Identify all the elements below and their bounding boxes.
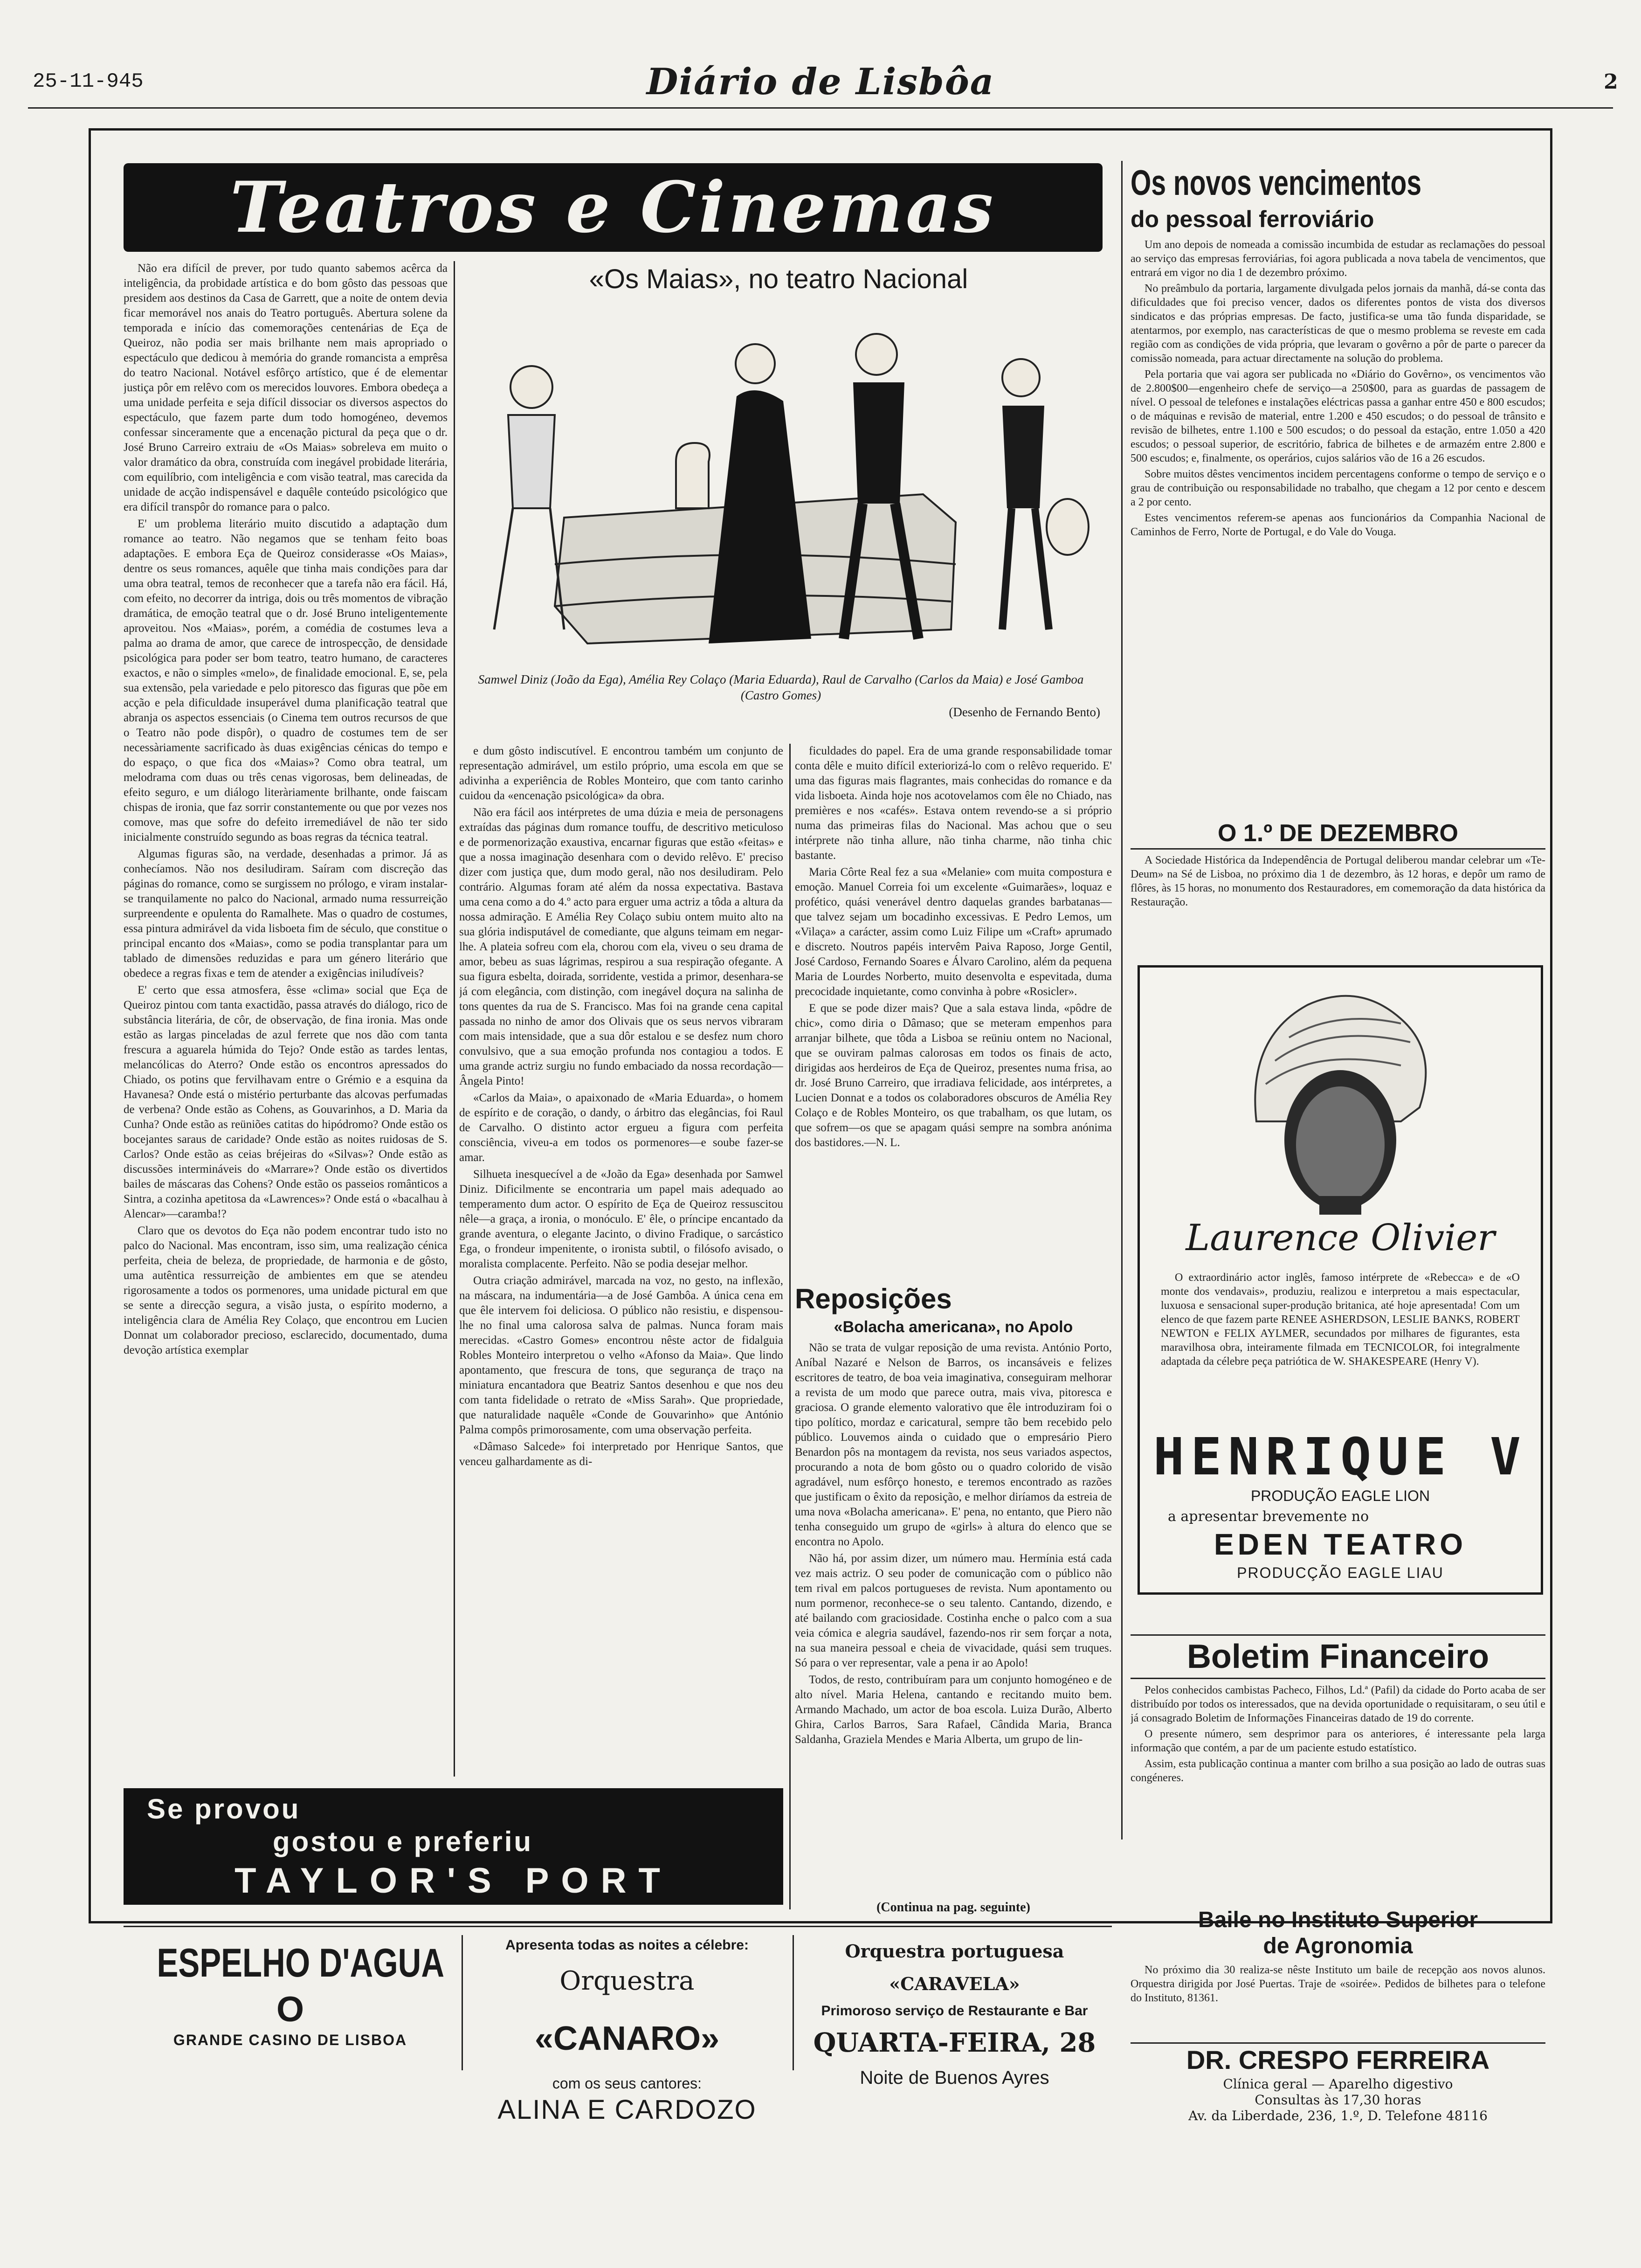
article-paragraph: «Carlos da Maia», o apaixonado de «Maria Eduarda», o homem de espírito e de coração, o dandy, o árbitro das elegâncias, foi Raul de Carvalho. O distinto actor ergueu a figura com perfeita consciência, viveu-a em todos os pormenores—e soube fazer-se amar. xyxy=(459,1092,783,1164)
reposicoes-body xyxy=(795,1341,1112,1900)
article-paragraph: e dum gôsto indiscutível. E encontrou também um conjunto de representação admirável, um estilo próprio, uma escola em que se adivinha a experiência de Robles Monteiro, que com tanto carinho cuidou da «encenação psicológica» da obra. xyxy=(459,745,783,802)
henrique-body: O extraordinário actor inglês, famoso intérprete de «Rebecca» e de «O monte dos vendavais», produziu, realizou e interpretou a mais espectacular, luxuosa e sensacional super-produção britanica, até hoje apresentada! Com um elenco de que fazem parte RENEE ASHERDSON, LESLIE BANKS, ROBERT NEWTON e FELIX AYLMER, secundados por milhares de figurantes, esta maravilhosa obra, inteiramente filmada em TECNICOLOR, foi integralmente adaptada da célebre peça patriótica de W. SHAKESPEARE (Henry V). xyxy=(1161,1272,1520,1368)
doctor-line2: Consultas às 17,30 horas xyxy=(1255,2092,1421,2108)
reposicoes-paragraph: Todos, de resto, contribuíram para um conjunto homogéneo e de alto nível. Maria Helena, cantando e recitando muito bem. Armando Machado, um actor de boa escola. Luiza Durão, Alberto Ghira, Carlos Barros, Sara Rafael, Cândida Maria, Branca Saldanha, Graziela Mendes e Maria Alberta, um grupo de lin- xyxy=(795,1673,1112,1746)
article-column-2 xyxy=(459,744,783,1779)
masthead-rule xyxy=(28,107,1613,109)
article-paragraph: Não era fácil aos intérpretes de uma dúzia e meia de personagens extraídas das páginas dum romance touffu, de descritivo meticuloso e de pormenorização exaustiva, encarnar figuras que estão «feitas» e que a nossa imaginação desenhara com o devido relêvo. E' preciso dizer com justiça que, dum modo geral, não nos desiludiram. Pelo contrário. Algumas foram até além da nossa expectativa. Bastava uma cena como a do 4.º acto para erguer uma actriz a tôda a altura da nossa admiração. E Amélia Rey Colaço subiu ontem muito alto na sua glória indisputável de comediante, que alguns teimam em negar-lhe. A plateia sofreu com ela, chorou com ela, viveu o seu drama de amor, bebeu as suas lágrimas, respirou a sua respiração ofegante. A sua figura esbelta, doirada, sorridente, vestida a primor, desenhara-se já com elegância, com distinção, com inegável doçura na salinha de tons quentes da rua de S. Francisco. Mas foi na grande cena capital passada no ninho de amor dos Olivais que os seus nervos vibraram com mais intensidade, que a sua dôr estalou e se desfez num choro convulsivo, que a sua emoção profunda nos contagiou a todos. E uma grande actriz surgiu no fundo embaciado da nossa recordação—Ângela Pinto! xyxy=(459,806,783,1087)
boletim-title: Boletim Financeiro xyxy=(1131,1634,1545,1679)
espelho-footer: GRANDE CASINO DE LISBOA xyxy=(173,2032,407,2048)
article-paragraph: Claro que os devotos do Eça não podem encontrar tudo isto no palco do Nacional. Mas encontram, isso sim, uma realização cénica perfeita, cheia de beleza, de propriedade, de harmonia e de gôsto, uma autêntica ressurreição de ambientes em que se atendeu rigorosamente a todos os pormenores, uma unidade pictural em que se sente a direcção segura, a visão justa, o espírito moderno, a inteligência clara de Amélia Rey Colaço, que encontrou em Lucien Donnat um colaborador precioso, esclarecido, documentado, duma devoção artística exemplar xyxy=(124,1224,448,1356)
espelho-ad xyxy=(124,1935,457,2070)
boletim-paragraph: Assim, esta publicação continua a manter com brilho a sua posição ao lado de outras suas congéneres. xyxy=(1131,1758,1545,1784)
baile-title-line1: Baile no Instituto Superior xyxy=(1198,1908,1478,1932)
espelho-symbol: O xyxy=(276,1990,304,2029)
article-paragraph: Maria Côrte Real fez a sua «Melanie» com muita compostura e emoção. Manuel Correia foi um excelente «Guimarães», loquaz e profético, quási venerável dentro daquelas grandes barbatanas—que talvez sejam um bocadinho excessivas. E Pedro Lemos, um «Vilaça» a carácter, assim como Luiz Filipe um «Craft» aprumado e discreto. Noutros papéis intervêm Paiva Raposo, Jorge Gentil, José Cardoso, Fernando Soares e Álvaro Carolino, além da pequena Maria de Lourdes Norberto, muito desenvolta e espevitada, duma precocidade inquietante, como convinha à pobre «Rosicler». xyxy=(795,866,1112,998)
doctor-name: DR. CRESPO FERREIRA xyxy=(1186,2045,1490,2074)
henrique-soon: a apresentar brevemente no xyxy=(1168,1508,1369,1525)
ads-top-rule xyxy=(124,1926,1112,1927)
vencimentos-paragraph: Pela portaria que vai agora ser publicada no «Diário do Govêrno», os vencimentos vão de 2.800$00—engenheiro chefe de serviço—a 250$00, para as guardas de passagem de nível. O pessoal de telefones e instalações eléctricas passa a ganhar entre 450 e 800 escudos; o de máquinas e revisão de material, entre 1.200 e 450 escudos; o do pessoal de trânsito e revisão de bilhetes, entre 1.100 e 500 escudos; o do pessoal da estação, entre 1.050 a 420 escudos; o pessoal superior, de escritório, fabrica de bilhetes e de armazém entre 2.800 e 500 escudos; e, finalmente, os operários, cujos salários vão de 16 a 26 escudos. xyxy=(1131,368,1545,464)
henrique-producer: PRODUÇÃO EAGLE LION xyxy=(1250,1487,1430,1504)
maias-illustration xyxy=(457,303,1100,662)
article-paragraph: Não era difícil de prever, por tudo quanto sabemos acêrca da inteligência, da probidade artística e do bom gôsto das pessoas que presidem aos destinos da Casa de Garrett, que a noite de ontem devia ficar memorável nos anais do Teatro português. Abertura solene da temporada e início das comemorações centenárias de Eça de Queiroz, não podia ser mais brilhante nem mais apropriado o espectáculo que dedicou à memória do grande romancista a emprêsa do teatro Nacional. Notável esfôrço artístico, que é de elementar justiça pôr em relêvo com os merecidos louvores. Embora obedeça a uma unidade perfeita e seja difícil dissociar os diversos aspectos do espectáculo, que fazem parte dum todo homogéneo, devemos confessar sinceramente que a encenação pictural da peça que o dr. José Bruno Carreiro extraiu de «Os Maias» sobreleva em muito o valor dramático da obra, construída com inegável probidade literária, com equilíbrio, com inteligência e com visão teatral, mas carecida da unidade de acção indispensável e daquêle conteúdo psicológico que era difícil transpôr do romance para o palco. xyxy=(124,262,448,513)
olivier-portrait xyxy=(1140,968,1541,1215)
baile-body: No próximo dia 30 realiza-se nêste Instituto um baile de recepção aos novos alunos. Orquestra dirigida por José Puertas. Traje de «soirée». Pedidos de bilhetes para o telefone do Instituto, 81361. xyxy=(1131,1964,1545,2004)
henrique-ad xyxy=(1138,965,1543,1595)
vencimentos-body xyxy=(1131,238,1545,816)
article-paragraph: E' certo que essa atmosfera, êsse «clima» social que Eça de Queiroz pintou com tanta exactidão, passa através do diálogo, rico de substância literária, de côr, de observação, de fina ironia. Mas onde estão as largas pinceladas de azul ferrete que nos dão com tanta frescura a aguarela húmida do Tejo? Onde estão as tardes lentas, melancólicas do Aterro? Onde estão os encontros apressados do Chiado, os potins que fervilhavam entre o Grémio e a esquina da Havanesa? Onde está o mistério perturbante das alcovas perfumadas de verbena? Onde estão as Cohens, as Gouvarinhos, a D. Maria da Cunha? Onde estão as reüniões catitas do hipódromo? Onde estão os bocejantes saraus de caridade? Onde estão as noites ruidosas de S. Carlos? Onde estão as ceias bréjeiras do «Silvas»? Onde estão as discussões intermináveis do «Marrare»? Onde estão os divertidos bailes de máscaras das Cohens? Onde estão os passeios românticos a Sintra, a cozinha apetitosa da «Lawrences»? Onde está o «bacalhau à Alencar»—caramba!? xyxy=(124,984,448,1220)
illustration-caption: Samwel Diniz (João da Ega), Amélia Rey Colaço (Maria Eduarda), Raul de Carvalho (Carlos da Maia) e José Gamboa (Castro Gomes) xyxy=(478,672,1084,702)
taylor-line3: TAYLOR'S PORT xyxy=(234,1861,672,1901)
dezembro-body xyxy=(1131,853,1545,961)
vencimentos-subheadline: do pessoal ferroviário xyxy=(1131,206,1374,232)
ad-divider xyxy=(462,1935,463,2070)
henrique-theatre: EDEN TEATRO xyxy=(1214,1528,1467,1561)
taylor-line2: gostou e preferiu xyxy=(273,1826,533,1857)
reposicoes-subtitle: «Bolacha americana», no Apolo xyxy=(834,1318,1073,1336)
canaro-line2: com os seus cantores: xyxy=(552,2075,702,2092)
baile-title-line2: de Agronomia xyxy=(1263,1934,1413,1958)
boletim-paragraph: O presente número, sem desprimor para os anteriores, é interessante pela larga informação que contém, a par de um paciente estudo estatístico. xyxy=(1131,1728,1545,1754)
column-rule xyxy=(454,261,455,1777)
article-column-3 xyxy=(795,744,1112,1280)
henrique-star: Laurence Olivier xyxy=(1186,1217,1495,1259)
masthead-date: 25-11-945 xyxy=(33,70,144,93)
vencimentos-paragraph: Estes vencimentos referem-se apenas aos funcionários da Companhia Nacional de Caminhos de Ferro, Norte de Portugal, e do Vale do Vouga. xyxy=(1131,512,1545,538)
dezembro-title: O 1.º DE DEZEMBRO xyxy=(1131,818,1545,850)
article-paragraph: Silhueta inesquecível a de «João da Ega» desenhada por Samwel Diniz. Dificilmente se encontraria um papel mais adequado ao temperamento dum actor. O espírito de Eça de Queiroz ressuscitou nêle—a graça, a ironia, o monóculo. E' êle, o príncipe encantado da grande aventura, o elegante Jacinto, o divino Fradique, o sarcástico Ega, o frondeur impenitente, o ironista subtil, o filósofo avisado, o moralista complacente. Perfeito. Não se podia desejar melhor. xyxy=(459,1168,783,1270)
masthead-title: Diário de Lisbôa xyxy=(646,61,995,103)
caravela-line1: Orquestra portuguesa «CARAVELA» xyxy=(845,1941,1064,1994)
vencimentos-paragraph: Sobre muitos dêstes vencimentos incidem percentagens conforme o tempo de serviço e o grau de contribuição ou responsabilidade no trabalho, que chegam a 12 por cento e descem a 2 por cento. xyxy=(1131,468,1545,508)
boletim-paragraph: Pelos conhecidos cambistas Pacheco, Filhos, Ld.ª (Pafil) da cidade do Porto acaba de ser distribuído por todos os interessados, que na devida oportunidade o requisitaram, o seu útil e já consagrado Boletim de Informações Financeiras datado de 19 do corrente. xyxy=(1131,1684,1545,1724)
masthead-page-number: 2 xyxy=(1604,70,1618,94)
reposicoes-continued: (Continua na pag. seguinte) xyxy=(876,1900,1030,1915)
canaro-name: «CANARO» xyxy=(534,2020,720,2057)
henrique-production: PRODUCÇÃO EAGLE LIAU xyxy=(1237,1564,1444,1581)
article-paragraph: E que se pode dizer mais? Que a sala estava linda, «pôdre de chic», como diria o Dâmaso; que se meteram empenhos para arranjar bilhete, que tôda a Lisboa se reüniu ontem no Nacional, que se ouviram palmas calorosas em todos os finais de acto, dirigidas aos herdeiros de Eça de Queiroz, presentes numa frisa, ao dr. José Bruno Carreiro, que irradiava felicidade, aos intérpretes, a Lucien Donnat e a todos os colaboradores obscuros de Amélia Rey Colaço e de Robles Monteiro, os que trabalham, os que lutam, os que sofrem—os que se apagam quási sempre na sombra anónima dos bastidores.—N. L. xyxy=(795,1002,1112,1149)
vencimentos-paragraph: No preâmbulo da portaria, largamente divulgada pelos jornais da manhã, dá-se conta das dificuldades que foi preciso vencer, dados os diferentes pontos de vista dos diversos sindicatos e das próprias empresas. De facto, justifica-se uma tão funda disparidade, se atentarmos, por exemplo, nas características de que o mesmo problema se reveste em cada região com as condições de vida própria, que levaram o govêrno a pôr de parte o parecer da comissão nomeada, para actuar directamente na solução do problema. xyxy=(1131,283,1545,365)
vencimentos-paragraph: Um ano depois de nomeada a comissão incumbida de estudar as reclamações do pessoal ao serviço das empresas ferroviárias, foi agora publicada a nova tabela de vencimentos, que entrará em vigor no dia 1 de dezembro próximo. xyxy=(1131,239,1545,279)
dezembro-paragraph: A Sociedade Histórica da Independência de Portugal deliberou mandar celebrar um «Te-Deum» na Sé de Lisboa, no próximo dia 1 de dezembro, às 12 horas, e depôr um ramo de flôres, às 15 horas, no monumento dos Restauradores, em comemoração da data histórica da Restauração. xyxy=(1131,854,1545,908)
column-rule xyxy=(789,744,791,1909)
article-column-1 xyxy=(124,261,448,1779)
caravela-line2: Primoroso serviço de Restaurante e Bar xyxy=(821,2003,1088,2019)
boletim-body xyxy=(1131,1683,1545,1902)
taylor-line1: Se provou xyxy=(147,1793,301,1825)
henrique-title: HENRIQUE V xyxy=(1153,1427,1528,1487)
canaro-line1: Apresenta todas as noites a célebre: xyxy=(505,1937,749,1953)
caravela-ad xyxy=(797,1935,1112,2088)
reposicoes-paragraph: Não se trata de vulgar reposição de uma revista. António Porto, Aníbal Nazaré e Nelson de Barros, os incansáveis e felizes escritores de teatro, de boa veia imaginativa, conseguiram melhorar a revista de um modo que parece outra, mais viva, pitoresca e graciosa. O grande elemento valorativo que êle introduziram foi o tipo político, mordaz e caricatural, sempre tão bem recebido pelo público. Louvemos ainda o cuidado que o empresário Piero Benardon pôs na montagem da revista, nos seus variados aspectos, procurando a nota de bom gôsto ou o quadro colorido de visão agradável, num esfôrço honesto, e teremos encontrado as razões que justificam o êxito da reposição, e melhor diríamos da estreia de uma nova «Bolacha americana». E' pena, no entanto, que Piero não tenha conseguido um grupo de «girls» à altura do elenco que se encontra no Apolo. xyxy=(795,1341,1112,1548)
canaro-orq: Orquestra xyxy=(559,1966,695,1996)
reposicoes-paragraph: Não há, por assim dizer, um número mau. Hermínia está cada vez mais actriz. O seu poder de comunicação com o público não tem rival em palcos portugueses de revista. Num apontamento ou num pormenor, reconhece-se o seu talento. Cantando, dizendo, e até bailando com graciosidade. Costinha enche o palco com a sua veia cómica e alegria saudável, fazendo-nos rir sem forçar a nota, na sua maneira pessoal e cheia de vivacidade, quási sem truques. Só para o ver representar, vale a pena ir ao Apolo! xyxy=(795,1552,1112,1669)
canaro-singers: ALINA E CARDOZO xyxy=(497,2095,757,2125)
article-paragraph: E' um problema literário muito discutido a adaptação dum romance ao teatro. Não negamos que se tenham feito boas adaptações. E embora Eça de Queiroz considerasse «Os Maias», dentre os seus romances, aquêle que tinha mais condições para dar uma obra teatral, temos de reconhecer que a tarefa não era fácil. Há, com efeito, no decorrer da intriga, dois ou três momentos de vibração dramática, de emoção teatral que o dr. José Bruno inteligentemente aproveitou. Nos «Maias», porém, a comédia de costumes leva a palma ao drama de amor, que carece de introspecção, de densidade psicológica para poder ser bom teatro, teatro humano, de caracteres exactos, e não o simples «melo», de finalidade emocional. E, se, pela sua extensão, pela variedade e pelo pitoresco das figuras que põe em acção e pela dificuldade insuperável duma planificação teatral que abranja os aspectos essenciais (o Cinema tem outros recursos de que o Teatro não pode dispôr), o quadro de costumes tem de ser necessàriamente sacrificado às duas exigências cénicas do tempo e do espaço, o que fica dos «Maias»? Como obra teatral, um melodrama com duas ou três cenas vigorosas, bem delineadas, de efeito seguro, e um diálogo literàriamente brilhante, onde faiscam chispas de ironia, que faz sorrir constantemente ou que por vezes nos comove, mas que sofre do defeito irremediável de não ter sido inicialmente construído segundo as boas regras da técnica teatral. xyxy=(124,518,448,844)
doctor-line3: Av. da Liberdade, 236, 1.º, D. Telefone 48116 xyxy=(1188,2108,1488,2123)
article-paragraph: Algumas figuras são, na verdade, desenhadas a primor. Já as conhecíamos. Não nos desiludiram. Saíram com discreção das páginas do romance, como se surgissem no prólogo, e viram instalar-se tranquilamente no palco do Nacional, armado numa ressurreição surpreendente e opulenta do Ramalhete. Mas o quadro de costumes, essa pintura admirável da vida lisboeta fim de século, que constitue o principal encanto dos «Maias», como se podia transplantar para um tablado de dimensões reduzidas e para um género literário que obedece a regras fixas e tem de atender a exigências iniludíveis? xyxy=(124,848,448,980)
vencimentos-headline: Os novos vencimentos xyxy=(1131,163,1422,203)
espelho-title: ESPELHO D'AGUA xyxy=(157,1941,445,1985)
caravela-event: Noite de Buenos Ayres xyxy=(860,2067,1049,2088)
article-paragraph: Outra criação admirável, marcada na voz, no gesto, na inflexão, na máscara, na indumentária—a de José Gambôa. A única cena em que êle intervem foi deliciosa. O público não resistiu, e dispensou-lhe no final uma calorosa salva de palmas. Nunca foram mais merecidas. «Castro Gomes» encontrou nêste actor de fidalguia Robles Monteiro interpretou o velho «Afonso da Maia». Que lindo apontamento, que frescura de tons, que segurança de traço na miniatura encantadora que Beatriz Santos desenhou e que nos deu com tanta fidelidade o retrato de «Miss Sarah». Que propriedade, que naturalidade naquêle «Conde de Gouvarinho» que António Palma compôs primorosamente, com uma observação perfeita. xyxy=(459,1274,783,1436)
illustration-credit: (Desenho de Fernando Bento) xyxy=(949,705,1100,719)
caravela-day: QUARTA-FEIRA, 28 xyxy=(813,2027,1096,2058)
article-subhead: «Os Maias», no teatro Nacional xyxy=(589,264,968,294)
doctor-ad xyxy=(1131,2042,1545,2126)
article-paragraph: ficuldades do papel. Era de uma grande responsabilidade tomar conta dêle e muito difícil exteriorizá-lo com o relêvo requerido. E' uma das figuras mais flagrantes, mais conhecidas do romance e da vida lisboeta. Ainda hoje nos acotovelamos com êle no Chiado, nas premières e nos «cafés». Estava ontem revendo-se a si próprio numa das primeiras filas do Nacional. Mas achou que o seu intérprete não tinha allure, não tinha charme, não tinha chic bastante. xyxy=(795,745,1112,862)
reposicoes-title: Reposições xyxy=(795,1283,952,1314)
article-paragraph: «Dâmaso Salcede» foi interpretado por Henrique Santos, que venceu galhardamente as di- xyxy=(459,1440,783,1468)
ad-divider xyxy=(793,1935,794,2070)
taylor-ad xyxy=(124,1788,783,1905)
doctor-line1: Clínica geral — Aparelho digestivo xyxy=(1223,2076,1453,2092)
canaro-ad xyxy=(466,1935,788,2125)
right-column-rule xyxy=(1121,161,1123,1839)
section-banner xyxy=(124,163,1103,252)
section-banner-text: Teatros e Cinemas xyxy=(230,166,996,249)
